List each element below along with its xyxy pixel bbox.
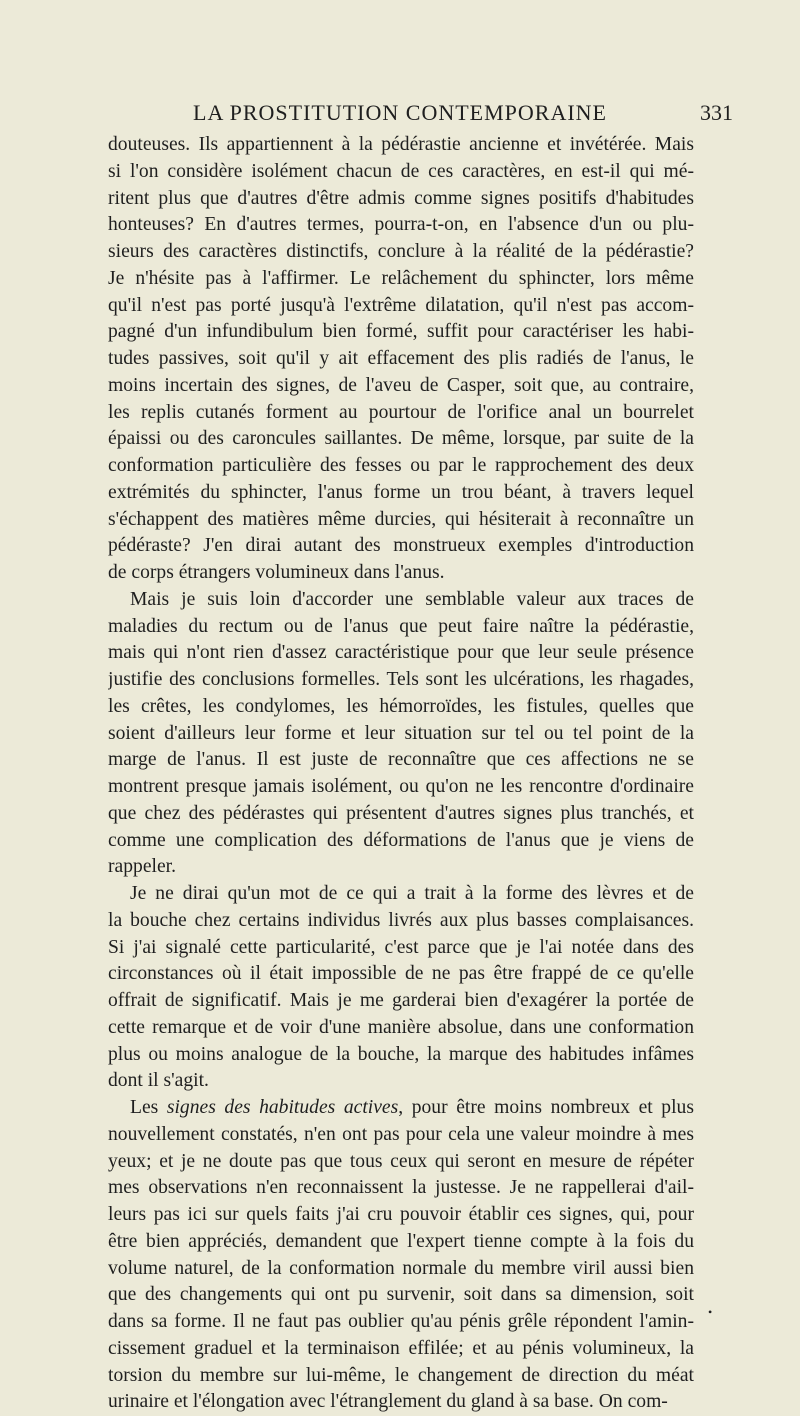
text-line: honteuses? En d'autres termes, pourra-t-on, en l'absence d'un ou plu- <box>108 214 694 236</box>
text-line: s'échappent des matières même durcies, qui hésiterait à reconnaître un <box>108 508 694 530</box>
text-line: soient d'ailleurs leur forme et leur situation sur tel ou tel point de la <box>108 722 694 744</box>
text-line: sieurs des caractères distinctifs, conclure à la réalité de la pédérastie? <box>108 241 694 262</box>
text-line: de corps étrangers volumineux dans l'anus. <box>108 562 445 583</box>
text-line: si l'on considère isolément chacun de ces caractères, en est-il qui mé- <box>108 160 694 182</box>
text-line: circonstances où il était impossible de ne pas être frappé de ce qu'elle <box>108 963 694 985</box>
text-line <box>108 1095 694 1122</box>
text-line: mes observations n'en reconnaissent la justesse. Je ne rappellerai d'ail- <box>108 1177 694 1199</box>
text-line: volume naturel, de la conformation normale du membre viril aussi bien <box>108 1257 694 1279</box>
paragraph-3 <box>108 881 694 1095</box>
text-line: Mais je suis loin d'accorder une semblable valeur aux traces de <box>130 588 694 610</box>
text-line: justifie des conclusions formelles. Tels sont les ulcérations, les rhagades, <box>108 669 694 690</box>
text-line: maladies du rectum ou de l'anus que peut faire naître la pédérastie, <box>108 615 694 637</box>
running-title: LA PROSTITUTION CONTEMPORAINE <box>193 100 607 125</box>
text-line: offrait de significatif. Mais je me garderai bien d'exagérer la portée de <box>108 990 694 1011</box>
text-line: Je ne dirai qu'un mot de ce qui a trait à la forme des lèvres et de <box>130 883 694 904</box>
text-line: extrémités du sphincter, l'anus forme un trou béant, à travers lequel <box>108 481 694 503</box>
text-line: plus ou moins analogue de la bouche, la marque des habitudes infâmes <box>108 1043 694 1065</box>
text-line: cissement graduel et la terminaison effilée; et au pénis volumineux, la <box>108 1337 694 1359</box>
text-line: les crêtes, les condylomes, les hémorroïdes, les fistules, quelles que <box>108 695 694 717</box>
text-line: les replis cutanés forment au pourtour de l'orifice anal un bourrelet <box>108 401 694 423</box>
text-line: yeux; et je ne doute pas que tous ceux qui seront en mesure de répéter <box>108 1150 694 1172</box>
paragraph-4 <box>108 1095 694 1416</box>
text-line: nouvellement constatés, n'en ont pas pour cela une valeur moindre à mes <box>108 1123 694 1145</box>
text-line: rappeler. <box>108 856 176 878</box>
text-line: dans sa forme. Il ne faut pas oublier qu'au pénis grêle répondent l'amin- <box>108 1311 694 1332</box>
text-line: ritent plus que d'autres d'être admis comme signes positifs d'habitudes <box>108 187 694 209</box>
text-line: que chez des pédérastes qui présentent d'autres signes plus tranchés, et <box>108 802 694 824</box>
text-line: leurs pas ici sur quels faits j'ai cru pouvoir établir ces signes, qui, pour <box>108 1204 694 1225</box>
text-run: , pour être moins nombreux et plus <box>398 1097 694 1118</box>
text-line: urinaire et l'élongation avec l'étranglement du gland à sa base. On com- <box>108 1391 668 1413</box>
italic-phrase: signes des habitudes actives <box>166 1097 399 1118</box>
body-text <box>108 132 694 1416</box>
footer-mark: • <box>708 1305 713 1319</box>
page-number: 331 <box>700 100 733 125</box>
paragraph-2 <box>108 587 694 881</box>
text-line: comme une complication des déformations de l'anus que je viens de <box>108 829 694 851</box>
text-line: Si j'ai signalé cette particularité, c'est parce que je l'ai notée dans des <box>108 936 694 958</box>
text-line: être bien appréciés, demandent que l'expert tienne compte à la fois du <box>108 1230 694 1252</box>
text-line: marge de l'anus. Il est juste de reconnaître que ces affections ne se <box>108 749 694 771</box>
text-line: tudes passives, soit qu'il y ait effacement des plis radiés de l'anus, le <box>108 348 694 369</box>
text-line: Je n'hésite pas à l'affirmer. Le relâchement du sphincter, lors même <box>108 267 694 289</box>
text-run: Les <box>130 1097 167 1118</box>
text-line: torsion du membre sur lui-même, le changement de direction du méat <box>108 1364 694 1386</box>
text-line: dont il s'agit. <box>108 1070 209 1092</box>
paragraph-1 <box>108 132 694 587</box>
text-line: la bouche chez certains individus livrés aux plus basses complaisances. <box>108 909 694 931</box>
text-line: mais qui n'ont rien d'assez caractéristique pour que leur seule présence <box>108 642 694 664</box>
text-line: conformation particulière des fesses ou par le rapprochement des deux <box>108 455 694 476</box>
text-line: moins incertain des signes, de l'aveu de Casper, soit que, au contraire, <box>108 374 694 396</box>
text-line: qu'il n'est pas porté jusqu'à l'extrême dilatation, qu'il n'est pas accom- <box>108 294 694 316</box>
text-line: pagné d'un infundibulum bien formé, suffit pour caractériser les habi- <box>108 321 694 343</box>
text-line: pédéraste? J'en dirai autant des monstrueux exemples d'introduction <box>108 535 694 557</box>
text-line: épaissi ou des caroncules saillantes. De même, lorsque, par suite de la <box>108 428 694 450</box>
text-line: que des changements qui ont pu survenir, soit dans sa dimension, soit <box>108 1284 694 1306</box>
text-line: cette remarque et de voir d'une manière absolue, dans une conformation <box>108 1016 694 1038</box>
text-line: douteuses. Ils appartiennent à la pédérastie ancienne et invétérée. Mais <box>108 134 694 155</box>
text-line: montrent presque jamais isolément, ou qu'on ne les rencontre d'ordinaire <box>108 776 694 797</box>
